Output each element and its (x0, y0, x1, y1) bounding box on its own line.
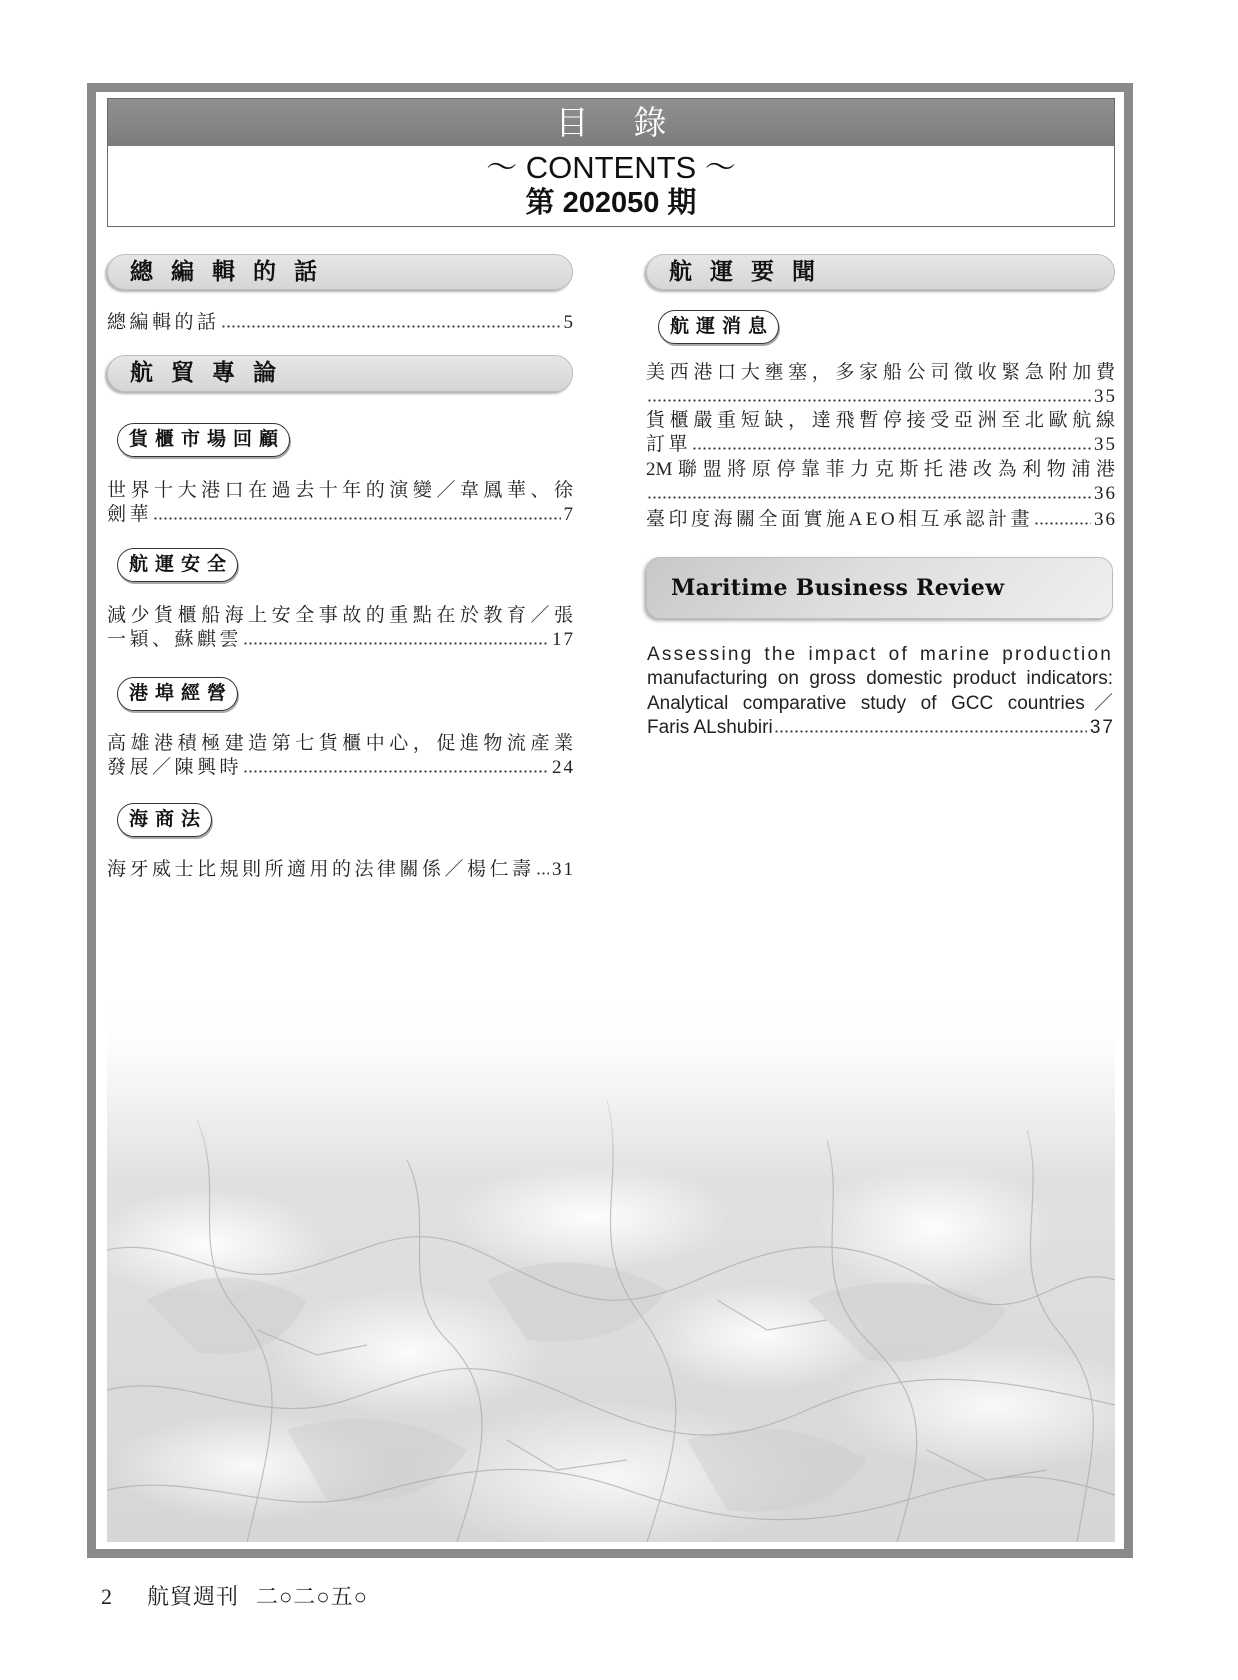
toc-entry-market (107, 479, 573, 527)
journal-name: 航貿週刊 (147, 1584, 240, 1609)
category-tag-label: 貨櫃市場回顧 (129, 428, 286, 450)
category-tag-label: 航運消息 (670, 315, 775, 337)
entry-title-line: 一穎、蘇麒雲 (107, 629, 243, 650)
entry-page-number: 24 (552, 757, 575, 778)
section-heading-label: 總編輯的話 (130, 258, 335, 285)
contents-subtitle: ～ CONTENTS ～ (486, 150, 736, 185)
category-tag-label: 航運安全 (129, 553, 234, 575)
category-tag-container-safety (117, 548, 238, 582)
dot-leader (221, 325, 561, 328)
entry-title-line: 高雄港積極建造第七貨櫃中心，促進物流產業 (107, 733, 573, 754)
dot-leader (692, 447, 1091, 450)
entry-page-number: 35 (1094, 434, 1117, 455)
dot-leader (243, 642, 549, 645)
dot-leader (153, 517, 560, 520)
entry-title-line: 世界十大港口在過去十年的演變／韋鳳華、徐 (107, 480, 573, 501)
entry-title-line: 發展／陳興時 (107, 757, 243, 778)
toc-entry-editor (107, 311, 573, 335)
toc-entry-port (107, 732, 573, 780)
dot-leader (243, 770, 549, 773)
leader-line (107, 628, 573, 652)
issue-number: 第 202050 期 (525, 187, 697, 219)
category-tag-container-port (117, 677, 238, 711)
toc-title: 目錄 (555, 103, 712, 142)
section-heading-review (646, 557, 1113, 619)
entry-page-number: 37 (1089, 717, 1115, 739)
leader-line (107, 503, 573, 527)
section-heading-label: 航運要聞 (669, 258, 833, 285)
section-heading-editor (107, 254, 573, 290)
leader-line (107, 311, 573, 335)
entry-author: Faris ALshubiri (647, 717, 773, 739)
toc-header (107, 98, 1115, 227)
entry-page-number: 17 (552, 629, 575, 650)
section-heading-commentary (107, 355, 573, 392)
toc-entry-safety (107, 604, 573, 652)
entry-page-number: 36 (1094, 483, 1117, 504)
dot-leader (536, 872, 549, 875)
toc-entry-news-1 (646, 361, 1115, 409)
dot-leader (647, 399, 1091, 402)
footer-page-number: 2 (101, 1584, 113, 1609)
leader-line (646, 508, 1115, 532)
dot-leader (1034, 522, 1091, 525)
page-footer (0, 1583, 600, 1611)
entry-page-number: 36 (1094, 509, 1117, 530)
category-tag-label: 海商法 (129, 808, 208, 830)
entry-title-line: 臺印度海關全面實施AEO相互承認計畫 (646, 509, 1034, 530)
entry-title-line: 美西港口大壅塞，多家船公司徵收緊急附加費 (646, 362, 1115, 383)
category-tag-label: 港埠經營 (129, 682, 234, 704)
category-tag-container-market (117, 423, 290, 457)
entry-page-number: 5 (563, 312, 575, 333)
category-tag-container-shipping-news (658, 310, 779, 344)
toc-entry-news-3 (646, 458, 1115, 506)
toc-entry-review (647, 643, 1113, 741)
dot-leader (647, 496, 1091, 499)
dot-leader (774, 730, 1087, 733)
leader-line (646, 482, 1115, 506)
toc-entry-news-2 (646, 409, 1115, 457)
entry-title-line: Assessing the impact of marine production (647, 644, 1113, 665)
entry-title: 總編輯的話 (107, 312, 220, 333)
entry-title-line: 訂單 (646, 434, 692, 455)
section-heading-news (646, 254, 1115, 290)
entry-title-line: 減少貨櫃船海上安全事故的重點在於教育／張 (107, 605, 573, 626)
leader-line (646, 385, 1115, 409)
entry-page-number: 35 (1094, 386, 1117, 407)
title-bar (108, 99, 1114, 146)
marble-background (107, 1000, 1115, 1542)
marble-fade (107, 1000, 1115, 1542)
leader-line (107, 756, 573, 780)
entry-title-line: Analytical comparative study of GCC countries／ (647, 692, 1113, 714)
toc-entry-maritime-law (107, 858, 573, 882)
issue-date: 二○二○五○ (256, 1584, 368, 1609)
section-heading-label: 航貿專論 (130, 359, 294, 386)
leader-line (647, 716, 1113, 740)
category-tag-container-maritime-law (117, 803, 212, 837)
entry-page-number: 31 (552, 859, 575, 880)
toc-entry-news-4 (646, 508, 1115, 532)
entry-title-line: 海牙威士比規則所適用的法律關係／楊仁壽 (107, 859, 535, 880)
section-heading-label: Maritime Business Review (671, 575, 1005, 601)
entry-title-line: 貨櫃嚴重短缺，達飛暫停接受亞洲至北歐航線 (646, 410, 1115, 431)
entry-page-number: 7 (563, 504, 575, 525)
entry-title-line: manufacturing on gross domestic product indicators: (647, 668, 1113, 690)
entry-title-line: 劍華 (107, 504, 153, 525)
entry-title-line: 2M聯盟將原停靠菲力克斯托港改為利物浦港 (646, 459, 1115, 480)
leader-line (646, 433, 1115, 457)
leader-line (107, 858, 573, 882)
